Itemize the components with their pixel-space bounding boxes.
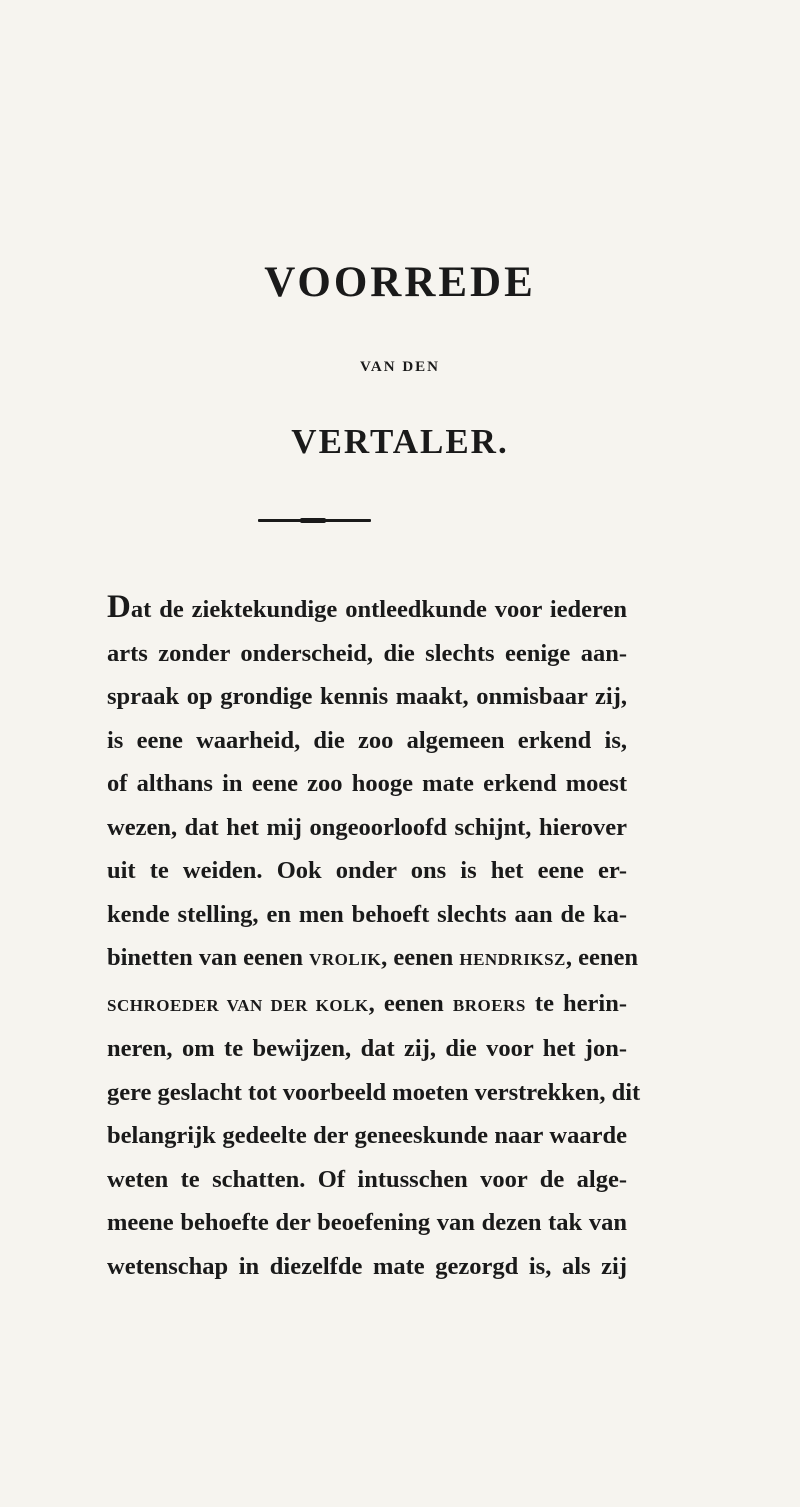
page-title: VOORREDE [264,259,536,306]
text-line: arts zonder onderscheid, die slechts eenige aan- [107,639,627,667]
text-fragment: binetten van eenen [107,944,310,971]
text-line: is eene waarheid, die zoo algemeen erkend is, [107,726,627,754]
text-line: spraak op grondige kennis maakt, onmisbaar zij, [107,683,627,710]
name-schroeder-van-der-kolk: SCHROEDER VAN DER KOLK [107,995,369,1015]
text-line: uit te weiden. Ook onder ons is het eene er- [107,857,627,884]
name-vrolik: VROLIK [309,950,382,969]
text-line: weten te schatten. Of intusschen voor de alge- [107,1165,627,1193]
drop-cap: D [107,589,131,625]
text-line [107,936,638,982]
name-broers: BROERS [452,995,526,1015]
text-fragment: te herin- [525,989,628,1017]
decorative-rule [258,519,371,522]
name-hendriksz: HENDRIKSZ [459,950,566,969]
page-subtitle: VAN DEN [360,359,440,375]
text-line: gere geslacht tot voorbeeld moeten verstrekken, dit [107,1078,641,1106]
text-line: of althans in eene zoo hooge mate erkend moest [107,770,627,797]
text-line: belangrijk gedeelte der geneeskunde naar waarde [107,1122,627,1149]
text-fragment: , eenen [565,944,638,971]
text-line: wetenschap in diezelfde mate gezorgd is, als zij [107,1252,627,1280]
text-line: wezen, dat het mij ongeoorloofd schijnt, hierover [107,813,627,841]
text-line [107,588,627,632]
text-fragment: , eenen [381,944,460,971]
page-title-2: VERTALER. [291,422,509,461]
body-text [107,588,641,1288]
text-line: meene behoefte der beoefening van dezen tak van [107,1209,627,1236]
text-fragment: , eenen [368,989,453,1017]
text-line: neren, om te bewijzen, dat zij, die voor het jon- [107,1035,627,1062]
text-line [107,982,627,1028]
text-line-content: at de ziektekundige ontleedkunde voor iederen [130,596,627,623]
text-line: kende stelling, en men behoeft slechts aan de ka- [107,900,627,928]
